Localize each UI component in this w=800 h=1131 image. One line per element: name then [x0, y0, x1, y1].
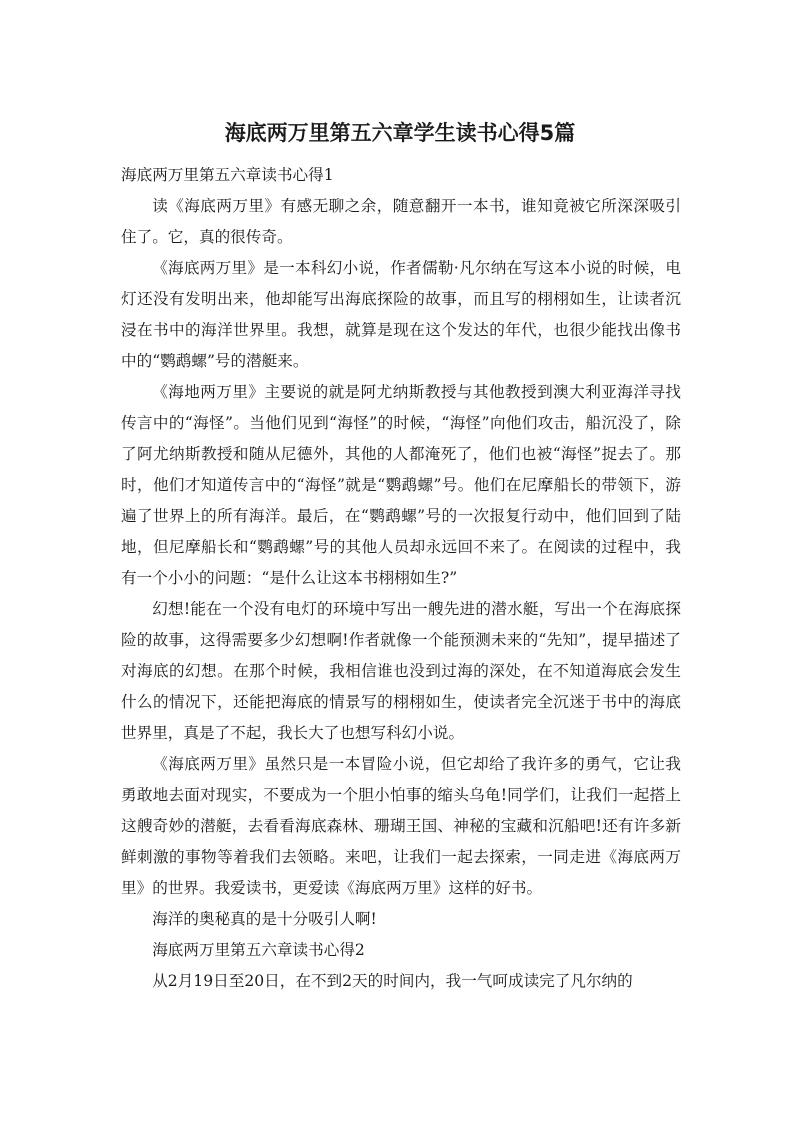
paragraph: 读《海底两万里》有感无聊之余，随意翻开一本书，谁知竟被它所深深吸引住了。它，真的很传奇。 [121, 197, 681, 246]
paragraph: 《海底两万里》虽然只是一本冒险小说，但它却给了我许多的勇气，它让我勇敢地去面对现实，不要成为一个胆小怕事的缩头乌龟!同学们，让我们一起搭上这艘奇妙的潜艇，去看看海底森林、珊瑚王国、神秘的宝藏和沉船吧!还有许多新鲜刺激的事物等着我们去领略。来吧，让我们一起去探索，一同走进《海底两万里》的世界。我爱读书，更爱读《海底两万里》这样的好书。 [121, 755, 681, 897]
paragraph: 幻想!能在一个没有电灯的环境中写出一艘先进的潜水艇，写出一个在海底探险的故事，这得需要多少幻想啊!作者就像一个能预测未来的“先知”，提早描述了对海底的幻想。在那个时候，我相信谁也没到过海的深处，在不知道海底会发生什么的情况下，还能把海底的情景写的栩栩如生，使读者完全沉迷于书中的海底世界里，真是了不起，我长大了也想写科幻小说。 [121, 600, 681, 742]
paragraph: 《海地两万里》主要说的就是阿尤纳斯教授与其他教授到澳大利亚海洋寻找传言中的“海怪”。当他们见到“海怪”的时候，“海怪”向他们攻击，船沉没了，除了阿尤纳斯教授和随从尼德外，其他的人都淹死了，他们也被“海怪”捉去了。那时，他们才知道传言中的“海怪”就是“鹦鹉螺”号。他们在尼摩船长的带领下，游遍了世界上的所有海洋。最后，在“鹦鹉螺”号的一次报复行动中，他们回到了陆地，但尼摩船长和“鹦鹉螺”号的其他人员却永远回不来了。在阅读的过程中，我有一个小小的问题：“是什么让这本书栩栩如生?” [121, 383, 681, 587]
section-heading-2: 海底两万里第五六章读书心得2 [152, 941, 365, 959]
section-heading-1: 海底两万里第五六章读书心得1 [121, 166, 334, 184]
document-title: 海底两万里第五六章学生读书心得5篇 [224, 121, 576, 145]
paragraph: 从2月19日至20日，在不到2天的时间内，我一气呵成读完了凡尔纳的 [152, 972, 633, 990]
paragraph: 海洋的奥秘真的是十分吸引人啊! [152, 910, 377, 928]
document-body [121, 160, 681, 997]
paragraph: 《海底两万里》是一本科幻小说，作者儒勒·凡尔纳在写这本小说的时候，电灯还没有发明出来，他却能写出海底探险的故事，而且写的栩栩如生，让读者沉浸在书中的海洋世界里。我想，就算是现在这个发达的年代，也很少能找出像书中的“鹦鹉螺”号的潜艇来。 [121, 259, 681, 370]
